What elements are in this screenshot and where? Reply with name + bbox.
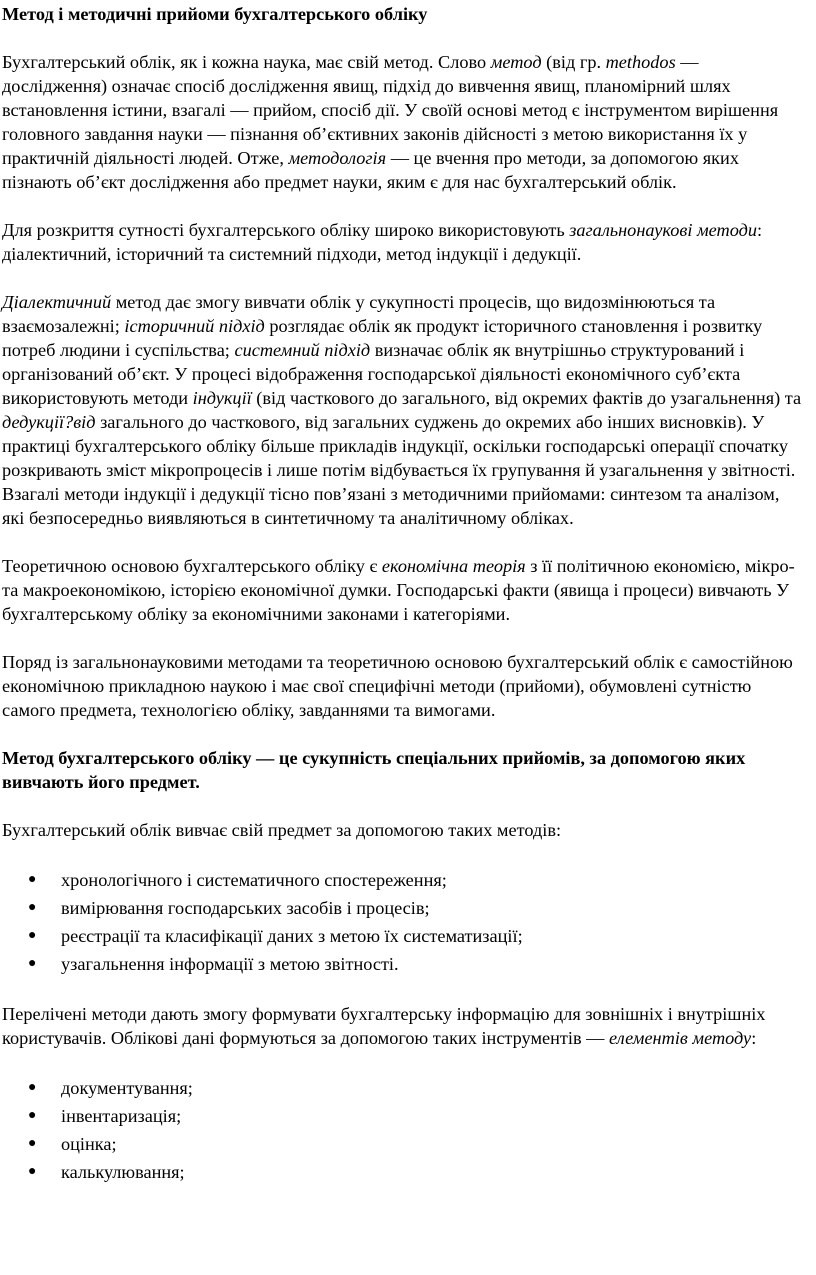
list-item: ● оцінка; <box>2 1130 806 1158</box>
bullet-icon: ● <box>28 900 37 915</box>
list-item: ● вимірювання господарських засобів і процесів; <box>2 894 806 922</box>
list-item: ● інвентаризація; <box>2 1102 806 1130</box>
paragraph-specific-methods: Поряд із загальнонауковими методами та теоретичною основою бухгалтерський облік є самостійною економічною прикладною наукою і має свої специфічні методи (прийоми), обумовлені сутністю самого предмета, технологією обліку, завданнями та вимогами. <box>2 652 793 720</box>
list-item: ● хронологічного і систематичного спостереження; <box>2 866 806 894</box>
paragraph-elements-intro: Перелічені методи дають змогу формувати бухгалтерську інформацію для зовнішніх і внутрішніх користувачів. Облікові дані формуються за допомогою таких інструментів — елементів методу: <box>2 1004 766 1048</box>
paragraph-general-methods: Для розкриття сутності бухгалтерського обліку широко використовують загальнонаукові методи: діалектичний, історичний та системний підходи, метод індукції і дедукції. <box>2 220 763 264</box>
paragraph-method-bold-definition: Метод бухгалтерського обліку — це сукупність спеціальних прийомів, за допомогою яких вивчають його предмет. <box>2 748 746 792</box>
paragraph-approaches: Діалектичний метод дає змогу вивчати облік у сукупності процесів, що видозмінюються та взаємозалежні; історичний підхід розглядає облік як продукт історичного становлення і розвитку потреб людини і суспільства; системний підхід визначає облік як внутрішньо структурований і організований об’єкт. У процесі відображення господарської діяльності економічного суб’єкта використовують методи індукції (від часткового до загального, від окремих фактів до узагальнення) та дедукції?від загального до часткового, від загальних суджень до окремих або інших висновків). У практиці бухгалтерського обліку більше прикладів індукції, оскільки господарські операції спочатку розкривають зміст мікропроцесів і лише потім відбувається їх групування й узагальнення у звітності. Взагалі методи індукції і дедукції тісно пов’язані з методичними прийомами: синтезом та аналізом, які безпосередньо виявляються в синтетичному та аналітичному обліках. <box>2 292 802 528</box>
bullet-icon: ● <box>28 1108 37 1123</box>
paragraph-theoretical-basis: Теоретичною основою бухгалтерського обліку є економічна теорія з її політичною економією, мікро- та макроекономікою, історією економічної думки. Господарські факти (явища і процеси) вивчають У бухгалтерському обліку за економічними законами і категоріями. <box>2 556 795 624</box>
methods-list <box>2 866 806 978</box>
bullet-icon: ● <box>28 1164 37 1179</box>
list-item: ● реєстрації та класифікації даних з метою їх систематизації; <box>2 922 806 950</box>
bullet-icon: ● <box>28 872 37 887</box>
bullet-icon: ● <box>28 956 37 971</box>
list-item: ● калькулювання; <box>2 1158 806 1186</box>
bullet-icon: ● <box>28 928 37 943</box>
document-body <box>2 2 806 1186</box>
paragraph-methods-intro: Бухгалтерський облік вивчає свій предмет за допомогою таких методів: <box>2 820 562 840</box>
list-item: ● узагальнення інформації з метою звітності. <box>2 950 806 978</box>
bullet-icon: ● <box>28 1080 37 1095</box>
bullet-icon: ● <box>28 1136 37 1151</box>
paragraph-method-definition: Бухгалтерський облік, як і кожна наука, має свій метод. Слово метод (від гр. methodos — дослідження) означає спосіб дослідження явищ, підхід до вивчення явищ, планомірний шлях встановлення істини, взагалі — прийом, спосіб дії. У своїй основі метод є інструментом вирішення головного завдання науки — пізнання об’єктивних законів дійсності з метою використання їх у практичній діяльності людей. Отже, методологія — це вчення про методи, за допомогою яких пізнають об’єкт дослідження або предмет науки, яким є для нас бухгалтерський облік. <box>2 52 779 192</box>
elements-list <box>2 1074 806 1186</box>
page-title: Метод і методичні прийоми бухгалтерського обліку <box>2 4 428 24</box>
list-item: ● документування; <box>2 1074 806 1102</box>
